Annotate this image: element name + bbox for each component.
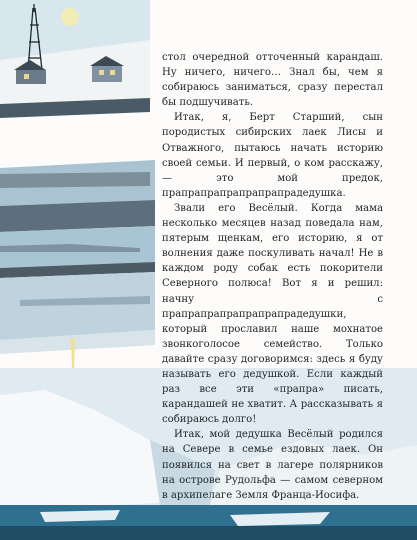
- sun-icon: [61, 8, 79, 26]
- paragraph: Итак, я, Берт Старший, сын породистых сибирских лаек Лисы и Отважного, пытаюсь начать историю своей семьи. И первый, о ком расскажу, — это мой предок, прапрапрапрапрапрапрадедушка.: [162, 112, 383, 199]
- story-text: [162, 50, 383, 503]
- sea-dark-band: [0, 526, 417, 540]
- paragraph: Звали его Весёлый. Когда мама несколько месяцев назад поведала нам, пятерым щенкам, его историю, я от волнения даже поскуливать начал! Не в каждом роду собак есть покорители Северного полюса! Вот я и решил: начну с прапрапрапрапрапрапрадедушки, который прославил наше мохнатое звонкоголосое семейство. Только давайте сразу договоримся: здесь я буду называть его дедушкой. Если каждый раз все эти «прапра» писать, карандашей не хватит. А рассказывать я собираюсь долго!: [162, 202, 383, 426]
- sun-reflection: [71, 338, 75, 372]
- paragraph: стол очередной отточенный карандаш. Ну ничего, ничего… Знал бы, чем я собираюсь заниматься, сразу перестал бы подшучивать.: [162, 52, 383, 109]
- ice-water-bands: [0, 160, 155, 354]
- paragraph: Итак, мой дедушка Весёлый родился на Севере в семье ездовых лаек. Он появился на свет в лагере полярников на острове Рудольфа — самом северном в архипелаге Земля Франца-Иосифа.: [162, 429, 383, 501]
